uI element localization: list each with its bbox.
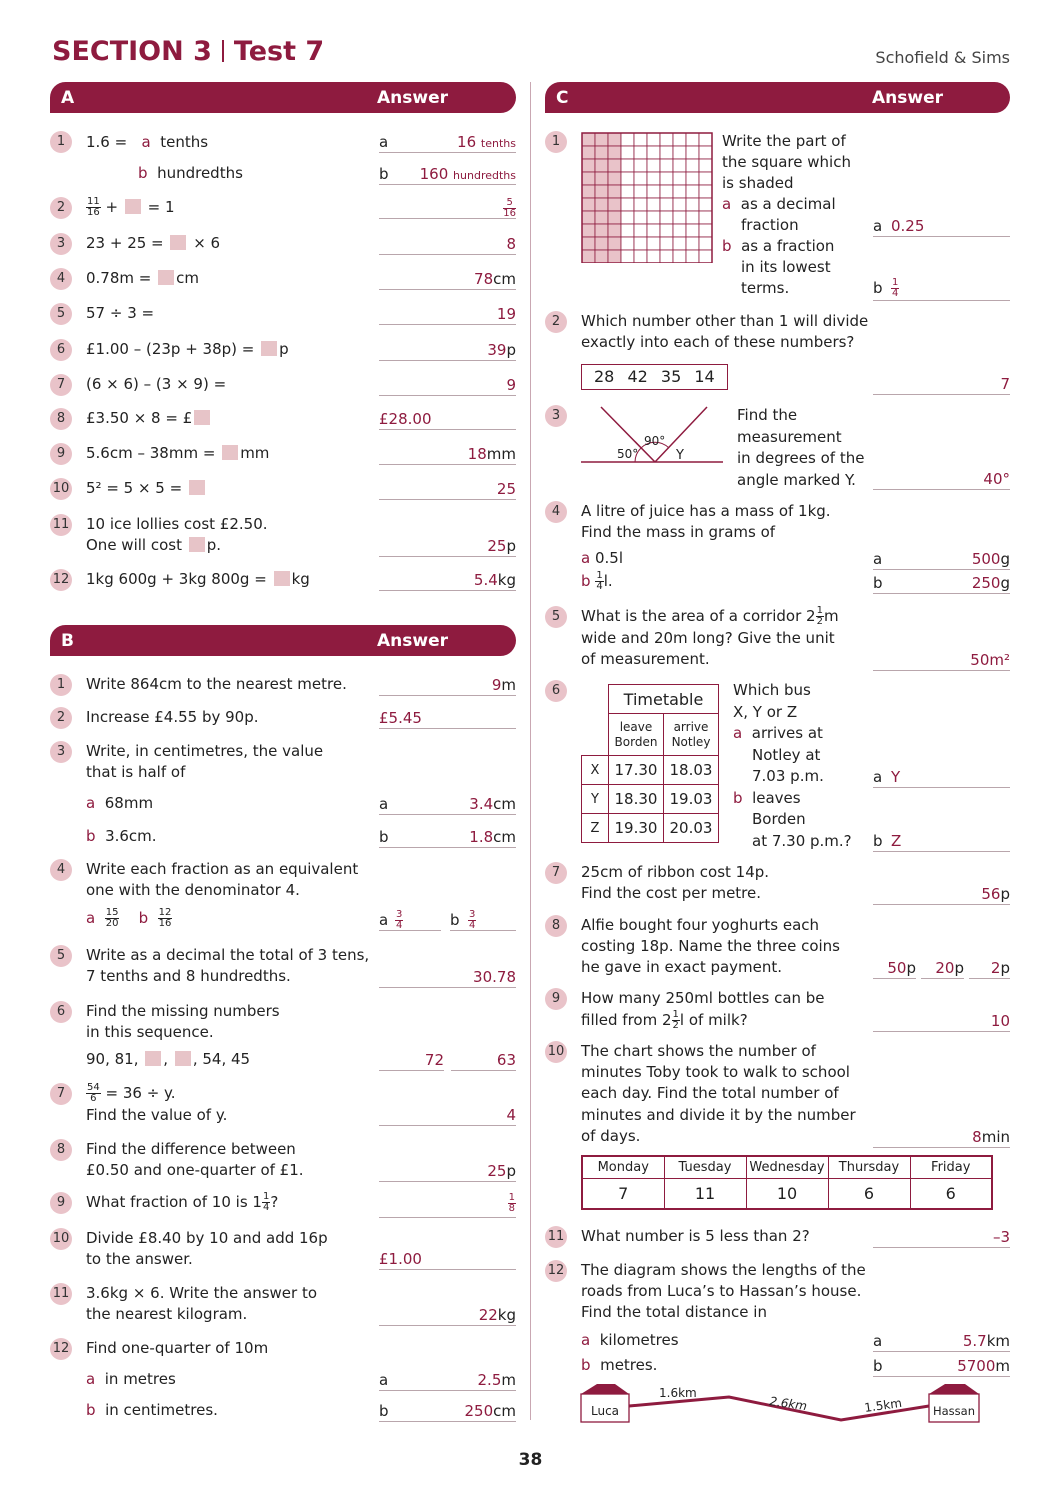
day-header: Tuesday	[664, 1156, 746, 1179]
question-c12: 12 The diagram shows the lengths of the roads from Luca’s to Hassan’s house. Find the total distance in a kilometres b metres. a 5.7km b 5700m Luca Hassan 1.6km 2.6km 1.5km	[545, 1260, 1010, 1426]
answer-b3b: b 1.8cm	[379, 828, 516, 846]
grid-cell	[699, 146, 712, 159]
grid-cell	[660, 185, 673, 198]
answer-c1b: b $\frac{1}{4}$	[873, 277, 1010, 301]
shaded-cell	[582, 172, 595, 185]
grid-cell	[660, 172, 673, 185]
page-title: SECTION 3 Test 7	[52, 36, 325, 67]
answer-box	[274, 571, 290, 586]
day-header: Thursday	[828, 1156, 910, 1179]
shaded-cell	[595, 237, 608, 250]
angle-50-label: 50°	[617, 447, 639, 461]
question-b5: 5 Write as a decimal the total of 3 tens, 7 tenths and 8 hundredths. 30.78	[50, 945, 516, 991]
answer-b6b: 63	[451, 1049, 516, 1071]
luca-house-label: Luca	[590, 1404, 620, 1418]
question-number: 6	[50, 339, 72, 361]
shaded-cell	[595, 224, 608, 237]
shaded-cell	[608, 237, 621, 250]
grid-cell	[621, 172, 634, 185]
grid-cell	[621, 133, 634, 146]
question-number: 5	[50, 945, 72, 967]
grid-cell	[686, 185, 699, 198]
shaded-cell	[608, 159, 621, 172]
question-number: 10	[50, 1228, 72, 1250]
question-a8: 8 £3.50 × 8 = £ £28.00	[50, 408, 516, 434]
answer-b12b: b 250cm	[379, 1402, 516, 1420]
shaded-cell	[582, 159, 595, 172]
angle-90-label: 90°	[644, 434, 666, 448]
grid-cell	[660, 237, 673, 250]
shaded-cell	[582, 211, 595, 224]
answer-box	[170, 235, 186, 250]
question-number: 4	[50, 859, 72, 881]
day-header: Friday	[910, 1156, 992, 1179]
grid-cell	[634, 159, 647, 172]
answer-c12a: a 5.7km	[873, 1332, 1010, 1350]
road-diagram	[579, 1380, 983, 1426]
shaded-cell	[608, 185, 621, 198]
question-a12: 12 1kg 600g + 3kg 800g = kg 5.4kg	[50, 569, 516, 595]
question-c8: 8 Alfie bought four yoghurts each costing 18p. Name the three coins he gave in exact payment. 50p 20p 2p	[545, 915, 1010, 981]
grid-cell	[699, 185, 712, 198]
shaded-cell	[608, 224, 621, 237]
question-number: 12	[545, 1260, 567, 1282]
grid-cell	[686, 159, 699, 172]
grid-cell	[673, 211, 686, 224]
question-b3: 3 Write, in centimetres, the value that is half of a 68mm b 3.6cm. a 3.4cm b 1.8cm	[50, 741, 516, 851]
grid-cell	[634, 211, 647, 224]
question-b9: 9 What fraction of 10 is 1 $\frac{1}{4}$ ? $\frac{1}{8}$	[50, 1192, 516, 1220]
arrive-header: arrive Notley	[664, 714, 719, 756]
question-number: 3	[50, 233, 72, 255]
shaded-cell	[595, 211, 608, 224]
question-number: 2	[545, 311, 567, 333]
answer-c11: –3	[873, 1226, 1010, 1248]
question-a4: 4 0.78m = cm 78cm	[50, 268, 516, 294]
answer-box	[175, 1051, 191, 1066]
publisher: Schofield & Sims	[875, 48, 1010, 67]
question-a7: 7 (6 × 6) – (3 × 9) = 9	[50, 374, 516, 400]
question-c7: 7 25cm of ribbon cost 14p. Find the cost per metre. 56p	[545, 862, 1010, 908]
question-number: 8	[50, 1139, 72, 1161]
grid-cell	[699, 211, 712, 224]
answer-box	[158, 270, 174, 285]
answer-b10: £1.00	[379, 1248, 516, 1270]
shaded-cell	[595, 172, 608, 185]
question-b2: 2 Increase £4.55 by 90p. £5.45	[50, 707, 516, 733]
timetable-row: Y 18.30 19.03	[582, 785, 719, 814]
question-c5: 5 What is the area of a corridor 2 $\frac{1}{2}$ m wide and 20m long? Give the unit of measurement. 50m²	[545, 606, 1010, 676]
answer-a10: 25	[379, 478, 516, 500]
question-number: 1	[50, 674, 72, 696]
grid-cell	[699, 133, 712, 146]
shaded-cell	[582, 224, 595, 237]
answer-a6: 39p	[379, 339, 516, 361]
grid-cell	[699, 198, 712, 211]
answer-c4a: a 500g	[873, 550, 1010, 568]
answer-box	[125, 199, 141, 214]
answer-a11: 25p	[379, 535, 516, 557]
answer-b4a: a $\frac{3}{4}$	[379, 909, 441, 931]
timetable	[581, 684, 719, 843]
answer-c10: 8min	[873, 1126, 1010, 1148]
shaded-cell	[582, 133, 595, 146]
shaded-cell	[608, 198, 621, 211]
grid-cell	[660, 146, 673, 159]
road-length-1: 1.6km	[659, 1386, 697, 1400]
answer-c7: 56p	[873, 883, 1010, 905]
grid-cell	[699, 172, 712, 185]
number-box: 28 42 35 14	[581, 364, 728, 390]
question-number: 11	[50, 514, 72, 536]
question-number: 5	[545, 606, 567, 628]
shaded-cell	[582, 250, 595, 263]
timetable-title: Timetable	[609, 685, 719, 714]
minutes-cell: 6	[910, 1179, 992, 1209]
grid-cell	[686, 224, 699, 237]
question-number: 1	[545, 131, 567, 153]
question-b4: 4 Write each fraction as an equivalent one with the denominator 4. a $\frac{15}{20}$ b $\frac{12}{16}$ a $\frac{3}{4}$ b $\frac{3}{4}$	[50, 859, 516, 933]
answer-c8-coin1: 50p	[873, 957, 916, 979]
question-b1: 1 Write 864cm to the nearest metre. 9m	[50, 674, 516, 700]
answer-b2: £5.45	[379, 707, 516, 729]
road-length-2: 2.6km	[768, 1394, 808, 1414]
section-b-header: B Answer	[50, 625, 516, 656]
minutes-cell: 11	[664, 1179, 746, 1209]
shaded-cell	[608, 211, 621, 224]
answer-a3: 8	[379, 233, 516, 255]
answer-c8-coin2: 20p	[921, 957, 964, 979]
grid-cell	[686, 198, 699, 211]
shaded-cell	[608, 172, 621, 185]
grid-cell	[634, 185, 647, 198]
grid-cell	[673, 185, 686, 198]
answer-a12: 5.4kg	[379, 569, 516, 591]
answer-c3: 40°	[873, 468, 1010, 490]
grid-cell	[660, 224, 673, 237]
answer-b8: 25p	[379, 1160, 516, 1182]
answer-box	[189, 480, 205, 495]
question-number: 4	[545, 501, 567, 523]
answer-a4: 78cm	[379, 268, 516, 290]
grid-cell	[634, 198, 647, 211]
question-number: 11	[545, 1226, 567, 1248]
minutes-cell: 7	[582, 1179, 664, 1209]
answer-b3a: a 3.4cm	[379, 795, 516, 813]
grid-cell	[647, 159, 660, 172]
shaded-cell	[595, 198, 608, 211]
answer-box	[222, 445, 238, 460]
shaded-cell	[595, 159, 608, 172]
answer-a5: 19	[379, 303, 516, 325]
grid-cell	[647, 198, 660, 211]
answer-b12a: a 2.5m	[379, 1371, 516, 1389]
answer-b1: 9m	[379, 674, 516, 696]
grid-cell	[621, 224, 634, 237]
grid-cell	[621, 237, 634, 250]
grid-cell	[699, 224, 712, 237]
shaded-cell	[582, 198, 595, 211]
day-header: Wednesday	[746, 1156, 828, 1179]
grid-cell	[621, 250, 634, 263]
section-c-column	[545, 82, 1010, 1422]
question-c10: 10 The chart shows the number of minutes Toby took to walk to school each day. Find the total number of minutes and divide it by the number of days. 8min Monday Tuesday Wednesday Thursday Friday 7 11 10 6 6	[545, 1041, 1010, 1213]
question-a6: 6 £1.00 – (23p + 38p) = p 39p	[50, 339, 516, 365]
question-number: 9	[50, 1192, 72, 1214]
grid-cell	[673, 250, 686, 263]
grid-cell	[673, 224, 686, 237]
grid-cell	[621, 159, 634, 172]
grid-cell	[673, 146, 686, 159]
question-a9: 9 5.6cm – 38mm = mm 18mm	[50, 443, 516, 469]
column-divider	[530, 82, 531, 1420]
minutes-cell: 6	[828, 1179, 910, 1209]
question-a10: 10 5² = 5 × 5 = 25	[50, 478, 516, 504]
angle-y-label: Y	[676, 448, 684, 463]
answer-a1a: a 16 tenths	[379, 133, 516, 151]
question-a2: 2 $\frac{11}{16}$ + = 1 $\frac{5}{16}$	[50, 197, 516, 223]
answer-box	[261, 341, 277, 356]
grid-cell	[634, 172, 647, 185]
grid-cell	[673, 133, 686, 146]
shaded-cell	[582, 146, 595, 159]
section-a-header: A Answer	[50, 82, 516, 113]
grid-cell	[621, 211, 634, 224]
shaded-cell	[595, 250, 608, 263]
answer-c6b: b Z	[873, 830, 1010, 852]
page-number: 38	[518, 1450, 543, 1470]
answer-b5: 30.78	[379, 966, 516, 988]
question-c6: 6 Timetable leave Borden arrive Notley X 17.30 18.03 Y 18.30 19.03 Z 19.30 20.03 Which bus X, Y or Z a arrives at Notley at 7.03 p.m. b leaves Borden at 7.30 p.m.? a Y b Z	[545, 680, 1010, 852]
grid-cell	[686, 133, 699, 146]
answer-a1b: b 160 hundredths	[379, 165, 516, 183]
timetable-row: Z 19.30 20.03	[582, 814, 719, 843]
grid-cell	[647, 224, 660, 237]
question-number: 12	[50, 569, 72, 591]
question-a1: 1 1.6 = a tenths b hundredths a 16 tenths b 160 hundredths	[50, 131, 516, 185]
answer-c8-coin3: 2p	[969, 957, 1010, 979]
grid-cell	[647, 250, 660, 263]
question-number: 1	[50, 131, 72, 153]
question-number: 7	[50, 1083, 72, 1105]
question-number: 12	[50, 1338, 72, 1360]
grid-cell	[686, 237, 699, 250]
question-b6: 6 Find the missing numbers in this sequence. 90, 81, , , 54, 45 72 63	[50, 1001, 516, 1075]
question-number: 4	[50, 268, 72, 290]
hundred-square-grid	[581, 132, 713, 263]
shaded-cell	[608, 133, 621, 146]
answer-a7: 9	[379, 374, 516, 396]
shaded-cell	[608, 250, 621, 263]
question-c9: 9 How many 250ml bottles can be filled from 2 $\frac{1}{2}$ l of milk? 10	[545, 988, 1010, 1036]
grid-cell	[699, 159, 712, 172]
answer-c4b: b 250g	[873, 574, 1010, 592]
question-number: 10	[545, 1041, 567, 1063]
walking-minutes-table	[581, 1155, 993, 1210]
question-number: 7	[50, 374, 72, 396]
grid-cell	[634, 224, 647, 237]
grid-cell	[647, 172, 660, 185]
answer-b7: 4	[379, 1104, 516, 1126]
answer-c1a: a 0.25	[873, 215, 1010, 237]
minutes-cell: 10	[746, 1179, 828, 1209]
leave-header: leave Borden	[609, 714, 664, 756]
section-c-header: C Answer	[545, 82, 1010, 113]
grid-cell	[673, 159, 686, 172]
question-number: 10	[50, 478, 72, 500]
shaded-cell	[582, 237, 595, 250]
question-number: 3	[50, 741, 72, 763]
question-c11: 11 What number is 5 less than 2? –3	[545, 1226, 1010, 1252]
grid-cell	[634, 250, 647, 263]
grid-cell	[647, 211, 660, 224]
grid-cell	[660, 198, 673, 211]
question-b12: 12 Find one-quarter of 10m a in metres b in centimetres. a 2.5m b 250cm	[50, 1338, 516, 1424]
timetable-row: X 17.30 18.03	[582, 756, 719, 785]
answer-b11: 22kg	[379, 1304, 516, 1326]
answer-a8: £28.00	[379, 408, 516, 430]
grid-cell	[673, 198, 686, 211]
answer-c2: 7	[873, 373, 1010, 395]
shaded-cell	[595, 133, 608, 146]
answer-a9: 18mm	[379, 443, 516, 465]
question-a11: 11 10 ice lollies cost £2.50. One will cost p. 25p	[50, 514, 516, 560]
answer-c12b: b 5700m	[873, 1357, 1010, 1375]
question-number: 7	[545, 862, 567, 884]
question-c1: 1 Write the part of the square which is shaded a as a decimal fraction b as a fraction in its lowest terms. a 0.25 b $\frac{1}{4}$	[545, 131, 1010, 301]
grid-cell	[621, 198, 634, 211]
grid-cell	[660, 133, 673, 146]
grid-cell	[647, 146, 660, 159]
answer-box	[194, 410, 210, 425]
grid-cell	[686, 172, 699, 185]
hassan-house-label: Hassan	[932, 1404, 976, 1418]
question-number: 5	[50, 303, 72, 325]
question-number: 6	[50, 1001, 72, 1023]
grid-cell	[686, 211, 699, 224]
grid-cell	[699, 237, 712, 250]
shaded-cell	[608, 146, 621, 159]
question-number: 11	[50, 1283, 72, 1305]
question-number: 3	[545, 405, 567, 427]
grid-cell	[660, 211, 673, 224]
question-a3: 3 23 + 25 = × 6 8	[50, 233, 516, 259]
angle-diagram	[581, 405, 726, 467]
question-c2: 2 Which number other than 1 will divide exactly into each of these numbers? 28 42 35 14 7	[545, 311, 1010, 395]
grid-cell	[647, 237, 660, 250]
question-b11: 11 3.6kg × 6. Write the answer to the nearest kilogram. 22kg	[50, 1283, 516, 1329]
question-b10: 10 Divide £8.40 by 10 and add 16p to the answer. £1.00	[50, 1228, 516, 1274]
grid-cell	[660, 159, 673, 172]
grid-cell	[634, 146, 647, 159]
question-c3: 3 50° 90° Y Find the measurement in degrees of the angle marked Y. 40°	[545, 405, 1010, 491]
question-number: 9	[50, 443, 72, 465]
question-number: 8	[545, 915, 567, 937]
shaded-cell	[595, 185, 608, 198]
grid-cell	[634, 237, 647, 250]
section-a-b-column	[50, 82, 516, 1422]
question-number: 6	[545, 680, 567, 702]
grid-cell	[621, 185, 634, 198]
grid-cell	[660, 250, 673, 263]
answer-a2: $\frac{5}{16}$	[379, 197, 516, 219]
question-number: 9	[545, 988, 567, 1010]
grid-cell	[686, 250, 699, 263]
answer-c5: 50m²	[873, 649, 1010, 671]
question-b8: 8 Find the difference between £0.50 and one-quarter of £1. 25p	[50, 1139, 516, 1185]
answer-box	[145, 1051, 161, 1066]
answer-box	[189, 537, 205, 552]
grid-cell	[621, 146, 634, 159]
grid-cell	[699, 250, 712, 263]
grid-cell	[686, 146, 699, 159]
question-number: 2	[50, 197, 72, 219]
answer-c9: 10	[873, 1010, 1010, 1032]
day-header: Monday	[582, 1156, 664, 1179]
answer-c6a: a Y	[873, 766, 1010, 788]
answer-b9: $\frac{1}{8}$	[379, 1192, 516, 1218]
grid-cell	[673, 237, 686, 250]
question-b7: 7 $\frac{54}{6}$ = 36 ÷ y. Find the value of y. 4	[50, 1083, 516, 1129]
grid-cell	[634, 133, 647, 146]
question-number: 2	[50, 707, 72, 729]
road-length-3: 1.5km	[863, 1395, 903, 1415]
grid-cell	[647, 133, 660, 146]
grid-cell	[673, 172, 686, 185]
question-c4: 4 A litre of juice has a mass of 1kg. Find the mass in grams of a 0.5l b $\frac{1}{4}$ l. a 500g b 250g	[545, 501, 1010, 597]
question-a5: 5 57 ÷ 3 = 19	[50, 303, 516, 329]
shaded-cell	[595, 146, 608, 159]
grid-cell	[647, 185, 660, 198]
answer-b4b: b $\frac{3}{4}$	[450, 909, 516, 931]
question-number: 8	[50, 408, 72, 430]
shaded-cell	[582, 185, 595, 198]
answer-b6a: 72	[379, 1049, 444, 1071]
